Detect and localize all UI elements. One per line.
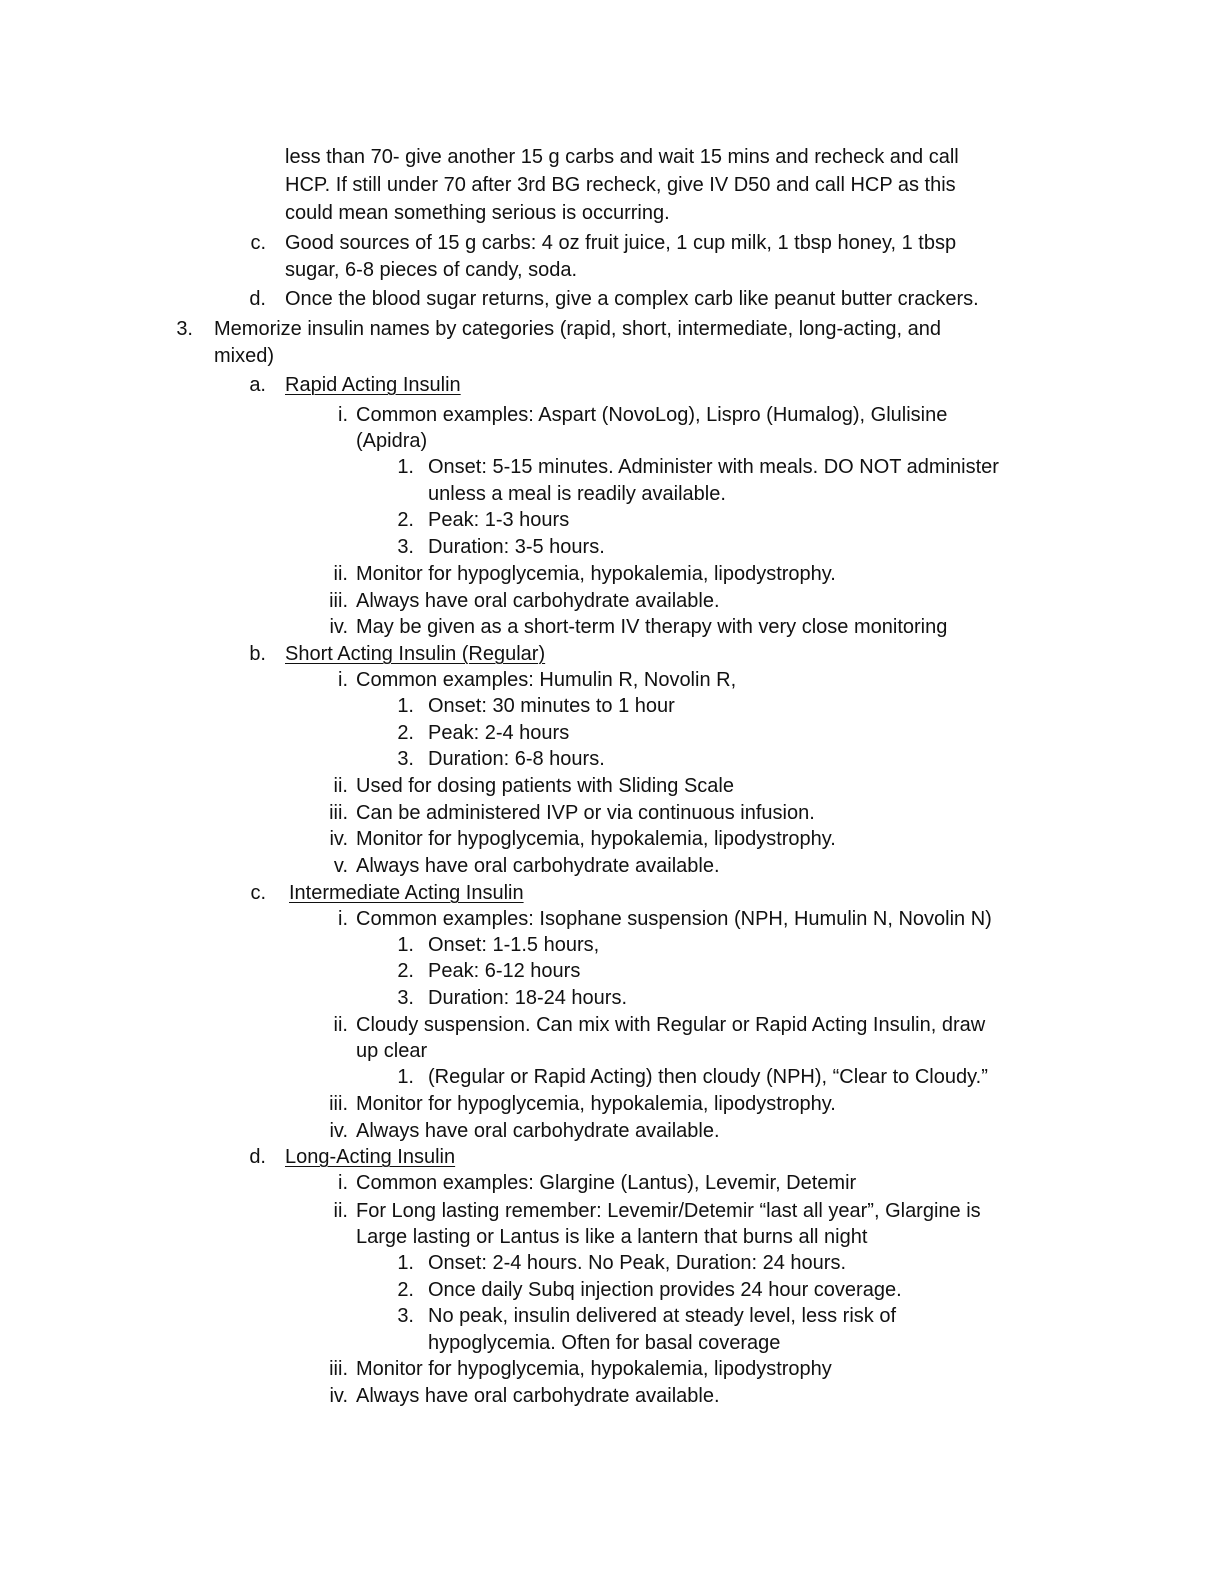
list-marker: 3.	[176, 318, 193, 340]
list-marker: 3.	[397, 536, 414, 558]
list-marker: d.	[249, 1146, 266, 1168]
list-marker: d.	[249, 288, 266, 310]
list-marker: iv.	[329, 616, 348, 638]
continuation-line: less than 70- give another 15 g carbs and wait 15 mins and recheck and call	[285, 146, 959, 168]
list-item-text: May be given as a short-term IV therapy with very close monitoring	[356, 616, 948, 638]
continuation-line: could mean something serious is occurring.	[285, 202, 670, 224]
list-item-text: mixed)	[214, 345, 275, 367]
list-marker: iv.	[329, 828, 348, 850]
list-item-text: Duration: 6-8 hours.	[428, 748, 605, 770]
list-marker: 1.	[397, 695, 414, 717]
list-item-text: Large lasting or Lantus is like a lantern that burns all night	[356, 1226, 868, 1248]
list-marker: iii.	[329, 590, 348, 612]
list-item-text: No peak, insulin delivered at steady level, less risk of	[428, 1305, 897, 1327]
list-marker: 2.	[397, 509, 414, 531]
list-item-text: Onset: 30 minutes to 1 hour	[428, 695, 675, 717]
list-item-text: Onset: 1-1.5 hours,	[428, 934, 600, 956]
list-marker: 1.	[397, 1066, 414, 1088]
list-item-text: Common examples: Humulin R, Novolin R,	[356, 669, 737, 691]
list-marker: c.	[250, 232, 266, 254]
list-item-text: Always have oral carbohydrate available.	[356, 590, 720, 612]
list-item-text: For Long lasting remember: Levemir/Detemir “last all year”, Glargine is	[356, 1200, 981, 1222]
list-marker: iii.	[329, 1093, 348, 1115]
list-item-text: Monitor for hypoglycemia, hypokalemia, lipodystrophy.	[356, 1093, 836, 1115]
section-heading-short: Short Acting Insulin (Regular)	[285, 643, 546, 665]
list-item-text: Peak: 2-4 hours	[428, 722, 570, 744]
list-item-text: unless a meal is readily available.	[428, 483, 726, 505]
list-item-text: Memorize insulin names by categories (rapid, short, intermediate, long-acting, and	[214, 318, 942, 340]
list-marker: ii.	[333, 1200, 348, 1222]
section-heading-long: Long-Acting Insulin	[285, 1146, 456, 1168]
list-item-text: Always have oral carbohydrate available.	[356, 1120, 720, 1142]
list-item-text: Common examples: Isophane suspension (NPH, Humulin N, Novolin N)	[356, 908, 992, 930]
list-item-text: Can be administered IVP or via continuous infusion.	[356, 802, 815, 824]
list-item-text: Cloudy suspension. Can mix with Regular or Rapid Acting Insulin, draw	[356, 1014, 986, 1036]
list-item-text: Peak: 6-12 hours	[428, 960, 581, 982]
list-item-text: Always have oral carbohydrate available.	[356, 1385, 720, 1407]
list-marker: i.	[338, 669, 348, 691]
list-item-text: Peak: 1-3 hours	[428, 509, 570, 531]
list-marker: 3.	[397, 987, 414, 1009]
list-marker: ii.	[333, 563, 348, 585]
list-item-text: Duration: 3-5 hours.	[428, 536, 605, 558]
section-heading-rapid: Rapid Acting Insulin	[285, 374, 461, 396]
list-item-text: Duration: 18-24 hours.	[428, 987, 628, 1009]
list-marker: ii.	[333, 775, 348, 797]
list-marker: i.	[338, 404, 348, 426]
list-marker: i.	[338, 1172, 348, 1194]
list-item-text: Monitor for hypoglycemia, hypokalemia, lipodystrophy.	[356, 828, 836, 850]
list-item-text: Onset: 5-15 minutes. Administer with meals. DO NOT administer	[428, 456, 999, 478]
continuation-line: HCP. If still under 70 after 3rd BG recheck, give IV D50 and call HCP as this	[285, 174, 956, 196]
list-marker: 2.	[397, 960, 414, 982]
list-item-text: sugar, 6-8 pieces of candy, soda.	[285, 259, 578, 281]
list-marker: a.	[249, 374, 266, 396]
list-item-text: Common examples: Glargine (Lantus), Levemir, Detemir	[356, 1172, 857, 1194]
list-marker: 2.	[397, 722, 414, 744]
list-item-text: Used for dosing patients with Sliding Scale	[356, 775, 734, 797]
list-marker: 1.	[397, 456, 414, 478]
list-marker: 1.	[397, 934, 414, 956]
list-item-text: Always have oral carbohydrate available.	[356, 855, 720, 877]
list-marker: iv.	[329, 1120, 348, 1142]
list-item-text: Monitor for hypoglycemia, hypokalemia, lipodystrophy	[356, 1358, 832, 1380]
list-marker: 1.	[397, 1252, 414, 1274]
list-marker: i.	[338, 908, 348, 930]
list-marker: c.	[250, 882, 266, 904]
list-item-text: hypoglycemia. Often for basal coverage	[428, 1332, 781, 1354]
list-item-text: Good sources of 15 g carbs: 4 oz fruit juice, 1 cup milk, 1 tbsp honey, 1 tbsp	[285, 232, 957, 254]
list-item-text: Common examples: Aspart (NovoLog), Lispro (Humalog), Glulisine	[356, 404, 948, 426]
list-item-text: Monitor for hypoglycemia, hypokalemia, lipodystrophy.	[356, 563, 836, 585]
list-item-text: Once the blood sugar returns, give a complex carb like peanut butter crackers.	[285, 288, 979, 310]
list-marker: 2.	[397, 1279, 414, 1301]
list-item-text: (Regular or Rapid Acting) then cloudy (NPH), “Clear to Cloudy.”	[428, 1066, 988, 1088]
list-item-text: Once daily Subq injection provides 24 hour coverage.	[428, 1279, 902, 1301]
list-marker: b.	[249, 643, 266, 665]
list-marker: ii.	[333, 1014, 348, 1036]
list-marker: iii.	[329, 1358, 348, 1380]
list-item-text: up clear	[356, 1040, 428, 1062]
list-marker: iii.	[329, 802, 348, 824]
list-marker: iv.	[329, 1385, 348, 1407]
list-item-text: (Apidra)	[356, 430, 428, 452]
list-item-text: Onset: 2-4 hours. No Peak, Duration: 24 hours.	[428, 1252, 846, 1274]
list-marker: 3.	[397, 1305, 414, 1327]
section-heading-intermediate: Intermediate Acting Insulin	[289, 882, 524, 904]
list-marker: 3.	[397, 748, 414, 770]
list-marker: v.	[333, 855, 348, 877]
